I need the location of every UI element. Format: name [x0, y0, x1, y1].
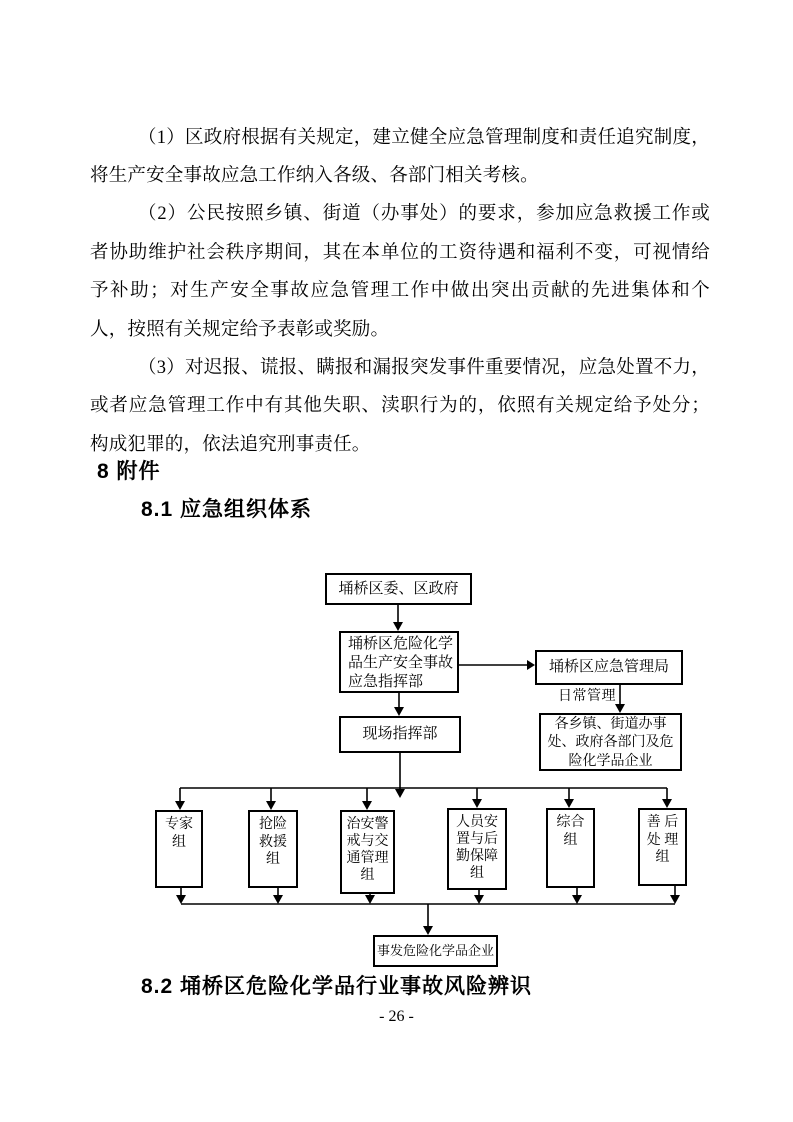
org-box-command-headquarters: 埇桥区危险化学 品生产安全事故 应急指挥部	[339, 631, 459, 693]
org-box-emergency-bureau: 埇桥区应急管理局	[535, 650, 683, 685]
body-text-line: 人，按照有关规定给予表彰或奖励。	[90, 319, 390, 340]
body-text-line: 将生产安全事故应急工作纳入各级、各部门相关考核。	[90, 165, 539, 186]
org-box-onsite-command: 现场指挥部	[339, 716, 461, 753]
heading-risk-identification: 8.2 埇桥区危险化学品行业事故风险辨识	[141, 975, 533, 998]
body-text-line: 构成犯罪的，依法追究刑事责任。	[90, 434, 371, 455]
body-text-line: （3）对迟报、谎报、瞒报和漏报突发事件重要情况，应急处置不力，	[138, 357, 710, 378]
body-text-line: 予补助；对生产安全事故应急管理工作中做出突出贡献的先进集体和个	[90, 281, 710, 302]
org-box-security-traffic-group: 治安警 戒与交 通管理 组	[340, 810, 395, 894]
body-text-line: （2）公民按照乡镇、街道（办事处）的要求，参加应急救援工作或	[138, 204, 710, 225]
org-box-rescue-group: 抢险 救援 组	[248, 810, 298, 888]
org-box-resettlement-logistics-group: 人员安 置与后 勤保障 组	[447, 808, 507, 890]
body-text-line: （1）区政府根据有关规定，建立健全应急管理制度和责任追究制度，	[138, 127, 710, 148]
org-box-townships-departments: 各乡镇、街道办事 处、政府各部门及危 险化学品企业	[539, 713, 682, 771]
heading-org-system: 8.1 应急组织体系	[141, 498, 313, 521]
daily-management-label: 日常管理	[558, 689, 616, 704]
org-box-district-government: 埇桥区委、区政府	[325, 573, 472, 605]
org-box-aftermath-group: 善 后 处 理 组	[638, 808, 687, 886]
heading-attachments: 8 附件	[97, 460, 161, 483]
org-box-incident-enterprise: 事发危险化学品企业	[373, 935, 498, 967]
org-box-comprehensive-group: 综合 组	[546, 808, 595, 888]
page-number: - 26 -	[379, 1008, 414, 1025]
body-text-line: 或者应急管理工作中有其他失职、渎职行为的，依照有关规定给予处分；	[90, 396, 710, 417]
org-box-expert-group: 专家 组	[155, 810, 203, 888]
body-text-line: 者协助维护社会秩序期间，其在本单位的工资待遇和福利不变，可视情给	[90, 242, 710, 263]
